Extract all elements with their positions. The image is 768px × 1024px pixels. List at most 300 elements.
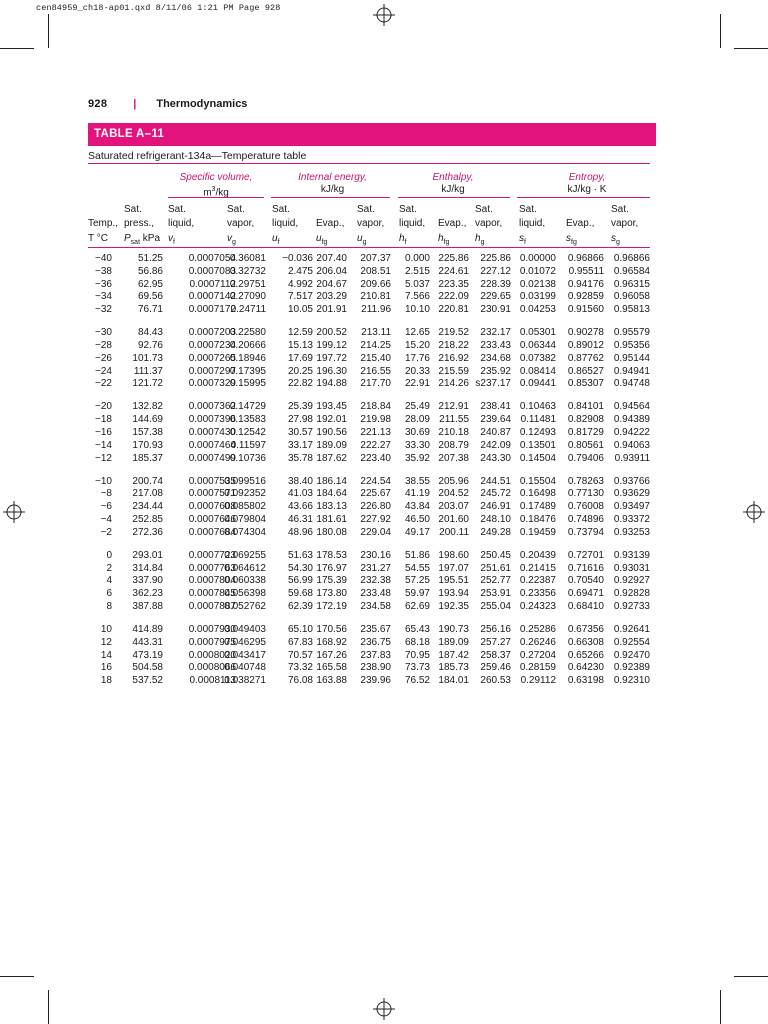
table-cell: 43.66 — [287, 501, 313, 513]
table-cell: −18 — [95, 414, 112, 426]
table-cell: 0.94063 — [613, 439, 650, 451]
table-cell: 211.55 — [439, 414, 469, 426]
table-cell: 0.84101 — [567, 401, 604, 413]
table-cell: −14 — [95, 439, 112, 451]
table-cell: 0.76008 — [567, 501, 604, 513]
table-cell: 0.96315 — [613, 278, 650, 290]
table-cell: 0.94389 — [613, 414, 650, 426]
table-cell: 0.01072 — [519, 265, 556, 277]
table-cell: 0.0007684 — [188, 526, 236, 538]
table-cell: 0.36081 — [229, 253, 266, 264]
table-cell: 0.94748 — [613, 378, 650, 390]
table-cell: 0.93629 — [613, 488, 650, 500]
table-cell: 0.09441 — [519, 378, 556, 390]
table-cell: 0.80561 — [567, 439, 604, 451]
table-cell: 200.52 — [316, 327, 347, 339]
table-cell: −36 — [95, 278, 112, 290]
table-cell: 0.93497 — [613, 501, 650, 513]
table-cell: 2.475 — [287, 265, 313, 277]
table-cell: 0.93139 — [613, 549, 650, 561]
table-cell: 0.65266 — [567, 649, 604, 661]
table-cell: 0.94176 — [567, 278, 604, 290]
table-cell: 0.038271 — [224, 675, 266, 687]
table-cell: 0.046295 — [224, 636, 266, 648]
table-cell: 0.0008066 — [188, 662, 236, 674]
table-cell: 0.15504 — [519, 475, 556, 487]
table-cell: 337.90 — [132, 575, 163, 587]
table-cell: 73.32 — [287, 662, 313, 674]
table-cell: 259.46 — [480, 662, 511, 674]
table-cell: 0.22387 — [519, 575, 556, 587]
table-cell: 237.83 — [360, 649, 391, 661]
table-cell: 0.092352 — [224, 488, 266, 500]
table-cell: 0.08414 — [519, 365, 556, 377]
table-cell: 15.20 — [404, 340, 430, 351]
table-cell: 414.89 — [132, 624, 163, 635]
table-cell: 194.88 — [316, 378, 347, 390]
table-cell: 0.93766 — [613, 475, 650, 487]
table-cell: 0.11597 — [230, 439, 266, 451]
table-cell: 59.97 — [404, 588, 430, 600]
table-cell: 225.67 — [360, 488, 391, 500]
table-cell: 0.96058 — [613, 291, 650, 303]
table-row — [0, 662, 768, 675]
table-cell: 0.0007430 — [188, 427, 236, 438]
column-symbol: s — [611, 233, 616, 244]
table-cell: 0.91560 — [567, 304, 604, 316]
table-cell: 175.39 — [316, 575, 347, 587]
column-header-line1: Sat. — [519, 204, 537, 215]
table-cell: 43.84 — [404, 501, 430, 513]
table-cell: 252.77 — [480, 575, 511, 587]
table-cell: 69.56 — [137, 291, 163, 303]
table-cell: 0.95356 — [613, 340, 650, 351]
group-title: Internal energy, — [298, 172, 367, 183]
crop-mark — [734, 48, 768, 49]
column-symbol-subscript: f — [524, 239, 526, 246]
column-header-line1: Sat. — [399, 204, 417, 215]
column-header-line2: liquid, — [168, 218, 195, 229]
table-cell: 212.91 — [438, 401, 469, 413]
table-cell: 192.01 — [316, 414, 347, 426]
table-cell: 216.92 — [438, 352, 469, 364]
column-header-line2: vapor, — [357, 218, 385, 229]
table-cell: 0.0007083 — [188, 265, 236, 277]
table-cell: 0.20666 — [229, 340, 266, 351]
table-cell: 0.87762 — [567, 352, 604, 364]
table-cell: 0.0007362 — [188, 401, 236, 413]
table-cell: 0.03199 — [519, 291, 556, 303]
table-cell: 0.079804 — [224, 514, 266, 525]
table-cell: 0.73794 — [567, 526, 604, 538]
group-header-internal-energy — [275, 172, 390, 196]
table-cell: 41.19 — [404, 488, 430, 500]
table-cell: 51.25 — [137, 253, 163, 264]
table-cell: 0.74896 — [567, 514, 604, 525]
table-row — [0, 575, 768, 588]
table-cell: 62.95 — [137, 278, 163, 290]
table-cell: 8 — [106, 601, 112, 612]
table-cell: 230.91 — [480, 304, 511, 316]
table-row — [0, 488, 768, 501]
group-title: Entropy, — [568, 172, 606, 183]
table-cell: 443.31 — [132, 636, 163, 648]
table-cell: 190.73 — [438, 624, 469, 635]
table-cell: 238.41 — [480, 401, 511, 413]
table-cell: 0.043417 — [224, 649, 266, 661]
table-cell: 198.60 — [438, 549, 469, 561]
table-cell: 56.99 — [287, 575, 313, 587]
table-cell: 203.29 — [316, 291, 347, 303]
table-cell: 0.81729 — [567, 427, 604, 438]
table-cell: 181.61 — [316, 514, 347, 525]
table-cell: 46.31 — [287, 514, 313, 525]
table-row — [0, 453, 768, 466]
table-cell: 0.96866 — [567, 253, 604, 264]
table-row — [0, 501, 768, 514]
table-cell: 0.17489 — [519, 501, 556, 513]
table-cell: 218.22 — [438, 340, 469, 351]
table-cell: 214.25 — [360, 340, 391, 351]
table-cell: 201.91 — [316, 304, 347, 316]
table-cell: 0.17395 — [229, 365, 266, 377]
table-cell: 504.58 — [132, 662, 163, 674]
table-cell: 0.24711 — [230, 304, 266, 316]
table-cell: 22.91 — [404, 378, 430, 390]
group-unit: kJ/kg · K — [567, 184, 607, 195]
table-cell: 0.0007845 — [188, 588, 236, 600]
table-cell: 0.099516 — [224, 475, 266, 487]
table-cell: 238.90 — [360, 662, 391, 674]
table-cell: 223.40 — [360, 452, 391, 464]
table-cell: 132.82 — [132, 401, 163, 413]
table-cell: 144.69 — [132, 414, 163, 426]
table-cell: 203.07 — [438, 501, 469, 513]
table-cell: 10 — [100, 624, 112, 635]
table-cell: 17.69 — [287, 352, 313, 364]
table-cell: 0.95813 — [613, 304, 650, 316]
table-cell: 253.91 — [480, 588, 511, 600]
table-cell: 214.26 — [438, 378, 469, 390]
table-cell: 0.95579 — [613, 327, 650, 339]
table-cell: 187.62 — [316, 452, 347, 464]
table-cell: 314.84 — [132, 562, 163, 574]
table-row — [0, 253, 768, 266]
table-cell: 537.52 — [132, 675, 163, 687]
table-cell: 27.98 — [287, 414, 313, 426]
table-cell: 0.0007608 — [188, 501, 236, 513]
column-symbol: h — [399, 233, 405, 244]
table-cell: 25.49 — [404, 401, 430, 413]
table-label-bar — [88, 123, 656, 146]
table-cell: 67.83 — [287, 636, 313, 648]
table-cell: 229.65 — [480, 291, 511, 303]
table-cell: 0.29112 — [520, 675, 556, 687]
table-cell: 48.96 — [287, 526, 313, 538]
table-row — [0, 266, 768, 279]
table-cell: 5.037 — [404, 278, 430, 290]
table-cell: 0.32732 — [229, 265, 266, 277]
table-row — [0, 414, 768, 427]
column-header-line2: vapor, — [227, 218, 255, 229]
table-cell: −10 — [95, 475, 112, 487]
table-cell: 225.86 — [438, 253, 469, 264]
table-cell: 211.96 — [361, 304, 391, 316]
table-cell: 28.09 — [404, 414, 430, 426]
table-row — [0, 675, 768, 688]
table-cell: 233.43 — [480, 340, 511, 351]
table-cell: 16 — [100, 662, 112, 674]
table-cell: 0.0007763 — [188, 562, 236, 574]
table-cell: 219.52 — [438, 327, 469, 339]
table-cell: 0.26246 — [519, 636, 556, 648]
table-cell: 196.30 — [316, 365, 347, 377]
column-header-line2: liquid, — [272, 218, 299, 229]
group-rule — [517, 197, 650, 198]
table-cell: 215.40 — [360, 352, 391, 364]
table-cell: 204.67 — [316, 278, 347, 290]
table-cell: 252.85 — [132, 514, 163, 525]
table-cell: 14 — [100, 649, 112, 661]
page-number: 928 — [88, 98, 108, 110]
table-cell: 0.22580 — [229, 327, 266, 339]
table-cell: 219.98 — [360, 414, 391, 426]
column-header-line1: Sat. — [227, 204, 245, 215]
column-header-line1: Sat. — [475, 204, 493, 215]
column-header-line2: liquid, — [399, 218, 426, 229]
crop-mark — [48, 990, 49, 1024]
column-symbol-subscript: f — [404, 239, 407, 246]
table-cell: 0.70540 — [567, 575, 604, 587]
column-symbol: v — [168, 233, 173, 244]
table-cell: 170.56 — [316, 624, 347, 635]
column-symbol-subscript: f — [173, 239, 175, 246]
table-cell: 193.45 — [316, 401, 347, 413]
table-cell: 0.93031 — [613, 562, 650, 574]
table-cell: 224.61 — [438, 265, 469, 277]
table-cell: 70.57 — [287, 649, 313, 661]
group-header-enthalpy — [398, 172, 508, 196]
table-cell: 7.566 — [404, 291, 430, 303]
column-symbol-subscript: f — [277, 239, 280, 246]
printer-slug: cen84959_ch18-ap01.qxd 8/11/06 1:21 PM Page 928 — [36, 3, 281, 13]
table-cell: 0.96866 — [613, 253, 650, 264]
table-cell: −24 — [95, 365, 112, 377]
column-header-line1: Sat. — [168, 204, 186, 215]
column-symbol-subscript: fg — [443, 239, 450, 246]
running-header — [88, 98, 247, 110]
column-symbol-subscript: g — [232, 239, 236, 246]
column-header-line2: Evap., — [566, 218, 595, 229]
table-cell: 0.24323 — [519, 601, 556, 612]
table-cell: 51.63 — [287, 549, 313, 561]
table-cell: 225.86 — [480, 253, 511, 264]
table-cell: 234.58 — [360, 601, 391, 612]
table-cell: 49.17 — [404, 526, 430, 538]
table-cell: 0.0007804 — [188, 575, 236, 587]
table-cell: 200.11 — [439, 526, 469, 538]
table-cell: 170.93 — [132, 439, 163, 451]
table-cell: 111.37 — [133, 365, 163, 377]
table-cell: 232.38 — [360, 575, 391, 587]
table-row — [0, 353, 768, 366]
table-cell: 205.96 — [438, 475, 469, 487]
table-cell: 0.0007535 — [188, 475, 236, 487]
table-cell: 20.33 — [404, 365, 430, 377]
group-unit: kJ/kg — [441, 184, 465, 195]
table-cell: 0.10736 — [229, 452, 266, 464]
table-cell: 234.68 — [480, 352, 511, 364]
table-cell: 0.16498 — [519, 488, 556, 500]
column-header-line1: Sat. — [611, 204, 629, 215]
table-cell: 6 — [106, 588, 112, 600]
group-header-specific-volume — [166, 172, 266, 199]
table-cell: 0.14504 — [519, 452, 556, 464]
caption-rule — [88, 163, 650, 164]
column-header-line2: vapor, — [611, 218, 639, 229]
table-row — [0, 279, 768, 292]
table-cell: −20 — [95, 401, 112, 413]
table-cell: 0.0007297 — [188, 365, 236, 377]
table-cell: 0.20439 — [519, 549, 556, 561]
table-row — [0, 514, 768, 527]
table-cell: 76.08 — [287, 675, 313, 687]
table-cell: 0.18946 — [229, 352, 266, 364]
table-cell: 227.12 — [480, 265, 511, 277]
table-cell: 206.04 — [316, 265, 347, 277]
table-cell: 84.43 — [137, 327, 163, 339]
table-cell: 0.21415 — [519, 562, 556, 574]
table-cell: 197.72 — [316, 352, 347, 364]
table-cell: 57.25 — [404, 575, 430, 587]
table-cell: −16 — [95, 427, 112, 438]
column-header-line2: Temp., — [88, 218, 119, 229]
table-cell: 65.10 — [287, 624, 313, 635]
table-cell: 46.50 — [404, 514, 430, 525]
table-cell: 0.0007112 — [189, 278, 236, 290]
table-caption: Saturated refrigerant-134a—Temperature table — [88, 150, 307, 162]
table-cell: −28 — [95, 340, 112, 351]
table-row — [0, 327, 768, 340]
table-cell: 157.38 — [132, 427, 163, 438]
table-cell: 222.09 — [438, 291, 469, 303]
table-cell: 0.0007464 — [188, 439, 236, 451]
table-cell: 192.35 — [438, 601, 469, 612]
table-row — [0, 588, 768, 601]
table-cell: 4 — [106, 575, 112, 587]
table-cell: 0.056398 — [224, 588, 266, 600]
table-cell: 4.992 — [287, 278, 313, 290]
table-cell: 258.37 — [480, 649, 511, 661]
table-cell: 0.11481 — [520, 414, 556, 426]
table-cell: 173.80 — [316, 588, 347, 600]
table-cell: −38 — [95, 265, 112, 277]
column-symbol: u — [357, 233, 363, 244]
column-symbol: v — [227, 233, 232, 244]
table-cell: −0.036 — [282, 253, 313, 264]
table-row — [0, 563, 768, 576]
table-cell: 189.09 — [316, 439, 347, 451]
table-cell: 190.56 — [316, 427, 347, 438]
table-cell: 12.65 — [404, 327, 430, 339]
table-cell: 2 — [106, 562, 112, 574]
table-cell: 204.52 — [438, 488, 469, 500]
column-header-line2: vapor, — [475, 218, 503, 229]
table-cell: 0.67356 — [567, 624, 604, 635]
table-cell: 168.92 — [316, 636, 347, 648]
column-symbol: T °C — [88, 233, 108, 244]
table-cell: 208.79 — [438, 439, 469, 451]
table-cell: 18 — [100, 675, 112, 687]
table-cell: 0.13583 — [229, 414, 266, 426]
column-symbol: s — [519, 233, 524, 244]
table-cell: 216.55 — [360, 365, 391, 377]
table-cell: 207.37 — [360, 253, 391, 264]
table-cell: 249.28 — [480, 526, 511, 538]
table-cell: 22.82 — [287, 378, 313, 390]
crop-mark — [734, 976, 768, 977]
table-cell: 213.11 — [361, 327, 391, 339]
table-cell: 10.05 — [287, 304, 313, 316]
table-cell: 38.40 — [287, 475, 313, 487]
table-cell: 226.80 — [360, 501, 391, 513]
table-cell: 0.064612 — [224, 562, 266, 574]
table-cell: 0.71616 — [567, 562, 604, 574]
table-cell: 218.84 — [360, 401, 391, 413]
table-cell: 257.27 — [480, 636, 511, 648]
table-cell: 25.39 — [287, 401, 313, 413]
column-header-line1: Sat. — [357, 204, 375, 215]
table-cell: 0.10463 — [519, 401, 556, 413]
table-cell: 197.07 — [438, 562, 469, 574]
table-cell: 0.12493 — [519, 427, 556, 438]
table-cell: 240.87 — [480, 427, 511, 438]
column-symbol-subscript: g — [480, 239, 485, 246]
table-cell: 0.90278 — [567, 327, 604, 339]
table-cell: 30.69 — [404, 427, 430, 438]
table-cell: 217.70 — [360, 378, 391, 390]
table-cell: 229.04 — [360, 526, 391, 538]
group-rule — [168, 197, 264, 198]
table-cell: 208.51 — [360, 265, 391, 277]
table-cell: 0.12542 — [229, 427, 266, 438]
table-cell: 0.049403 — [224, 624, 266, 635]
table-cell: 243.30 — [480, 452, 511, 464]
group-header-entropy — [527, 172, 647, 196]
table-cell: 0.92859 — [567, 291, 604, 303]
column-symbol-unit: kPa — [140, 233, 161, 244]
table-cell: 221.13 — [360, 427, 391, 438]
table-cell: 0.00000 — [519, 253, 556, 264]
table-cell: 207.38 — [438, 452, 469, 464]
table-cell: 227.92 — [360, 514, 391, 525]
table-cell: 10.10 — [404, 304, 430, 316]
table-cell: 76.71 — [137, 304, 163, 316]
table-cell: 0.82908 — [567, 414, 604, 426]
table-cell: 54.30 — [287, 562, 313, 574]
table-cell: 2.515 — [404, 265, 430, 277]
table-cell: 0.85307 — [567, 378, 604, 390]
table-cell: 54.55 — [404, 562, 430, 574]
column-symbol-subscript: fg — [571, 239, 577, 246]
table-row — [0, 291, 768, 304]
header-rule — [88, 247, 650, 248]
table-cell: 33.30 — [404, 439, 430, 451]
table-cell: 222.27 — [360, 439, 391, 451]
table-cell: 209.66 — [360, 278, 391, 290]
table-cell: 246.91 — [480, 501, 511, 513]
table-cell: 0 — [106, 549, 112, 561]
